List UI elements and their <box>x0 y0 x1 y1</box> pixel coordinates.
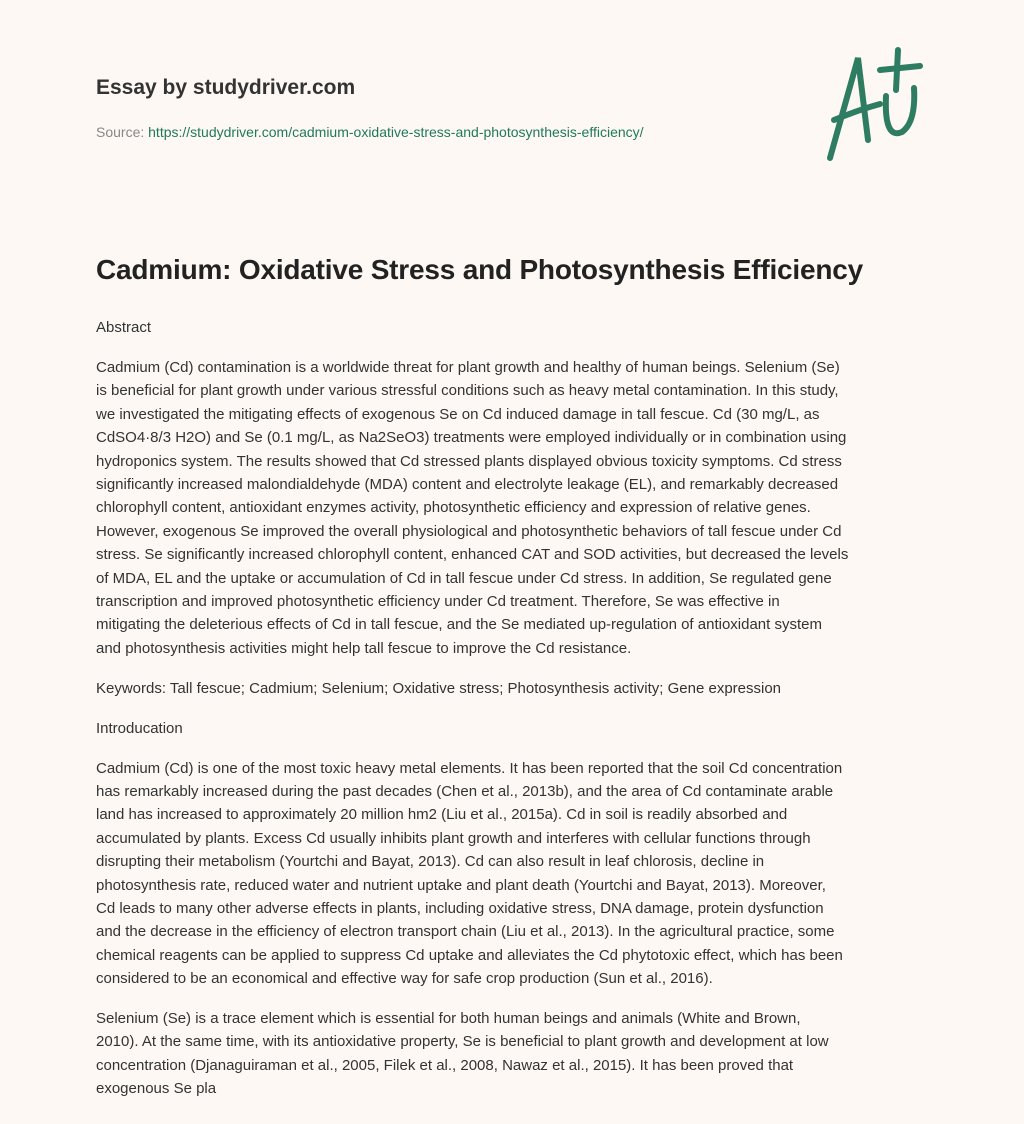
text-line: of MDA, EL and the uptake or accumulation of Cd in tall fescue under Cd stress. In addition, Se regulated gene <box>96 569 832 587</box>
abstract-heading: Abstract <box>96 319 152 336</box>
source-line <box>96 124 644 140</box>
text-line: chemical reagents can be applied to suppress Cd uptake and alleviates the Cd phytotoxic effect, which has been <box>96 946 843 964</box>
source-label: Source: <box>96 124 145 140</box>
text-line: significantly increased malondialdehyde (MDA) content and electrolyte leakage (EL), and remarkably decreased <box>96 475 839 493</box>
text-line: and the decrease in the efficiency of electron transport chain (Liu et al., 2013). In the agricultural practice, some <box>96 923 835 941</box>
text-line: exogenous Se pla <box>96 1080 217 1098</box>
text-line: we investigated the mitigating effects of exogenous Se on Cd induced damage in tall fescue. Cd (30 mg/L, as <box>96 405 820 423</box>
text-line: has remarkably increased during the past decades (Chen et al., 2013b), and the area of Cd contaminate arable <box>96 782 834 800</box>
text-line: stress. Se significantly increased chlorophyll content, enhanced CAT and SOD activities, but decreased the levels <box>96 546 849 564</box>
text-line: Cadmium (Cd) is one of the most toxic heavy metal elements. It has been reported that the soil Cd concentration <box>96 759 843 777</box>
text-line: land has increased to approximately 20 million hm2 (Liu et al., 2015a). Cd in soil is readily absorbed and <box>96 806 788 824</box>
text-line: Cadmium (Cd) contamination is a worldwide threat for plant growth and healthy of human beings. Selenium (Se) <box>96 358 840 376</box>
selenium-paragraph <box>96 1007 956 1101</box>
text-line: and photosynthesis activities might help tall fescue to improve the Cd resistance. <box>96 639 632 657</box>
intro-heading: Introducation <box>96 719 183 737</box>
text-line: chlorophyll content, antioxidant enzymes activity, photosynthetic efficiency and expression of relative genes. <box>96 499 811 517</box>
source-link[interactable]: https://studydriver.com/cadmium-oxidative-stress-and-photosynthesis-efficiency/ <box>148 124 644 140</box>
essay-body <box>96 316 956 1117</box>
text-line: photosynthesis rate, reduced water and nutrient uptake and plant death (Yourtchi and Bayat, 2013). Moreover, <box>96 876 826 894</box>
keywords: Keywords: Tall fescue; Cadmium; Selenium; Oxidative stress; Photosynthesis activity; Gene expression <box>96 679 782 697</box>
text-line: disrupting their metabolism (Yourtchi and Bayat, 2013). Cd can also result in leaf chlorosis, decline in <box>96 853 765 871</box>
text-line: 2010). At the same time, with its antioxidative property, Se is beneficial to plant growth and development at low <box>96 1033 829 1051</box>
intro-paragraph <box>96 757 956 991</box>
text-line: mitigating the deleterious effects of Cd in tall fescue, and the Se mediated up-regulation of antioxidant system <box>96 616 822 634</box>
a-plus-logo-icon <box>818 40 928 170</box>
text-line: concentration (Djanaguiraman et al., 2005, Filek et al., 2008, Nawaz et al., 2015). It has been proved that <box>96 1056 794 1074</box>
text-line: CdSO4·8/3 H2O) and Se (0.1 mg/L, as Na2SeO3) treatments were employed individually or in combination using <box>96 429 847 447</box>
text-line: accumulated by plants. Excess Cd usually inhibits plant growth and interferes with cellular functions through <box>96 829 811 847</box>
text-line: is beneficial for plant growth under various stressful conditions such as heavy metal contamination. In this study, <box>96 382 839 400</box>
text-line: Cd leads to many other adverse effects in plants, including oxidative stress, DNA damage, protein dysfunction <box>96 899 824 917</box>
text-line: transcription and improved photosynthetic efficiency under Cd treatment. Therefore, Se was effective in <box>96 592 780 610</box>
text-line: considered to be an economical and effective way for safe crop production (Sun et al., 2016). <box>96 970 713 988</box>
essay-title: Cadmium: Oxidative Stress and Photosynthesis Efficiency <box>96 254 863 285</box>
text-line: However, exogenous Se improved the overall physiological and photosynthetic behaviors of tall fescue under Cd <box>96 522 842 540</box>
text-line: Selenium (Se) is a trace element which is essential for both human beings and animals (White and Brown, <box>96 1010 801 1028</box>
text-line: hydroponics system. The results showed that Cd stressed plants displayed obvious toxicity symptoms. Cd stress <box>96 452 842 470</box>
site-title: Essay by studydriver.com <box>96 76 356 99</box>
abstract-paragraph <box>96 356 956 660</box>
